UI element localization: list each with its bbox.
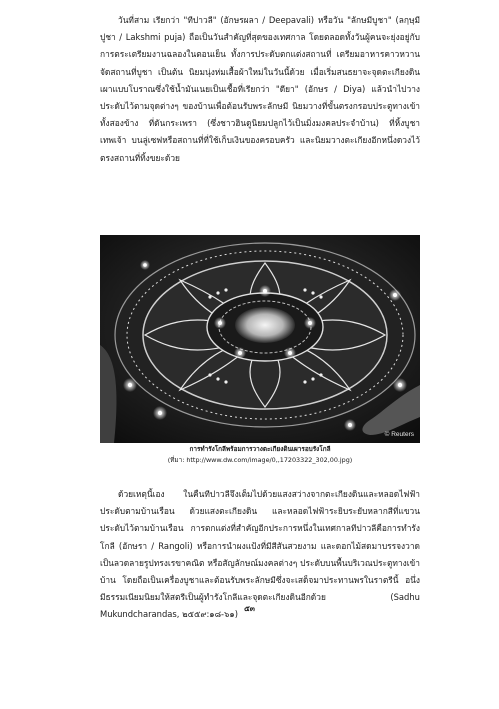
- page-number: ๕๓: [244, 604, 255, 613]
- figure-source: (ที่มา: http://www.dw.com/image/0,,17203322_302,00.jpg): [167, 456, 353, 464]
- paragraph-deepavali: วันที่สาม เรียกว่า "ทีปาวลี" (อักษรผลา / Deepavali) หรือวัน "ลักษมีบูชา" (ลกฺษฺมี ปูชา / Lakshmi puja) ถือเป็นวันสำคัญที่สุดของเทศกาล โดยตลอดทั้งวันผู้คนจะยุ่งอยู่กับการตระเตรียมงานฉลองในตอนเย็น ทั้งการประดับตกแต่งสถานที่ เตรียมอาหารคาวหวาน จัดสถานที่บูชา เป็นต้น นิยมนุ่งห่มเสื้อผ้าใหม่ในวันนี้ด้วย เมื่อเริ่มสนธยาจะจุดตะเกียงดินเผาแบบโบราณซึ่งใช้น้ำมันเนยเป็นเชื้อที่เรียกว่า "ดียา" (อักษร / Diya) แล้วนำไปวางประดับไว้ตามจุดต่างๆ ของบ้านเพื่อต้อนรับพระลักษมี นิยมวางที่ขั้นตรงกรอบประตูทางเข้าทั้งสองข้าง ที่ดันกระเพรา (ซึ่งชาวฮินดูนิยมปลูกไว้เป็นมิ่งมงคลประจำบ้าน) ที่หิ้งบูชาเทพเจ้า บนลู่เซฟหรือสถานที่ที่ใช้เก็บเงินของครอบครัว และนิยมวางตะเกียงอีกหนึ่งดวงไว้ตรงสถานที่ทิ้งขยะด้วย: [100, 15, 420, 163]
- photo-credit: © Reuters: [384, 431, 414, 438]
- figure-caption: การทำรังโกลีพร้อมการวางตะเกียงดินเผารอบรังโกลี: [189, 445, 331, 453]
- paragraph-rangoli: ด้วยเหตุนี้เอง ในคืนทีปาวลีจึงเต็มไปด้วยแสงสว่างจากตะเกียงดินและหลอดไฟฟ้าประดับตามบ้านเรือน ด้วยแสงตะเกียงดิน และหลอดไฟฟ้าระยิบระยับหลากสีที่แขวนประดับไว้ตามบ้านเรือน การตกแต่งที่สำคัญอีกประการหนึ่งในเทศกาลทีปาวลีคือการทำรังโกลี (อักษรา / Rangoli) หรือการนำผงแป้งที่มีสีสันสวยงาม และดอกไม้สดมาบรรจงวาดเป็นลวดลายรูปทรงเรขาคณิต หรือสัญลักษณ์มงคลต่างๆ ประดับบนพื้นบริเวณประตูทางเข้าบ้าน โดยถือเป็นเครื่องบูชาและต้อนรับพระลักษมีซึ่งจะเสด็จมาประทานพรในราตรีนี้ อนึ่ง มีธรรมเนียมนิยมให้สตรีเป็นผู้ทำรังโกลีและจุดตะเกียงดินอีกด้วย (Sadhu Mukundcharandas, ๒๕๕๙:๑๘-๖๑): [100, 489, 420, 620]
- rangoli-illustration: [100, 235, 420, 443]
- rangoli-photo: [100, 235, 420, 443]
